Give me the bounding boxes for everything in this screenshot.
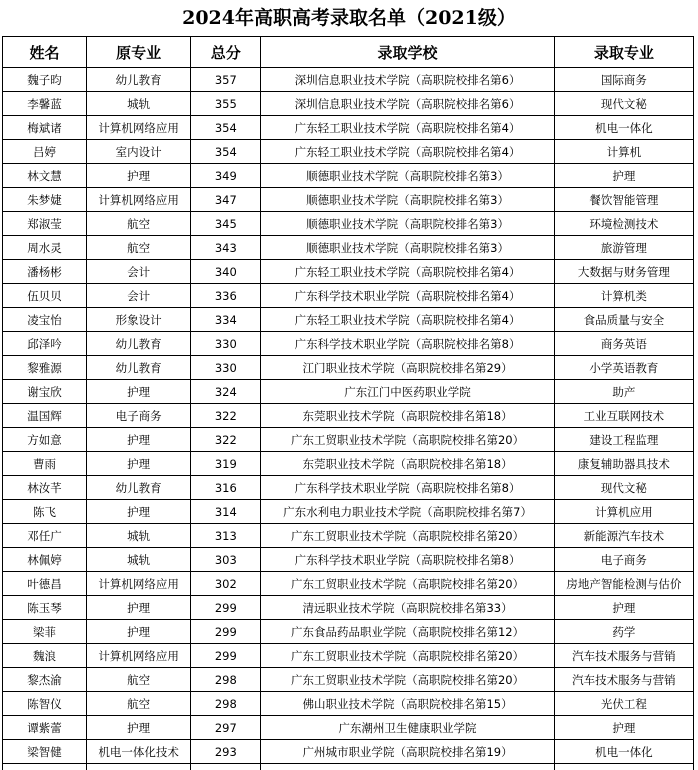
- cell-score: 297: [191, 716, 261, 740]
- page-title: 2024年高职高考录取名单（2021级）: [0, 0, 698, 36]
- cell-score: 349: [191, 164, 261, 188]
- table-row-cutoff: [3, 764, 694, 770]
- cell-name: 郑淑莹: [3, 212, 87, 236]
- cell-admitted-major: 工业互联网技术: [554, 404, 693, 428]
- table-row: [3, 644, 694, 668]
- cell-school: 清远职业技术学院（高职院校排名第33）: [261, 596, 554, 620]
- cell-score: 319: [191, 452, 261, 476]
- table-row: [3, 620, 694, 644]
- cell-name: 叶德昌: [3, 572, 87, 596]
- cell-score: 355: [191, 92, 261, 116]
- cell-school: 顺德职业技术学院（高职院校排名第3）: [261, 236, 554, 260]
- cell-original-major: 护理: [87, 716, 191, 740]
- cell-score: 293: [191, 740, 261, 764]
- cell-original-major: 航空: [87, 236, 191, 260]
- cell-empty: [3, 764, 87, 770]
- cell-name: 曹雨: [3, 452, 87, 476]
- cell-name: 魏子昀: [3, 68, 87, 92]
- cell-score: 330: [191, 332, 261, 356]
- cell-score: 330: [191, 356, 261, 380]
- cell-name: 魏浪: [3, 644, 87, 668]
- cell-name: 邓任广: [3, 524, 87, 548]
- cell-original-major: 机电一体化技术: [87, 740, 191, 764]
- cell-original-major: 室内设计: [87, 140, 191, 164]
- cell-original-major: 幼儿教育: [87, 476, 191, 500]
- table-row: [3, 476, 694, 500]
- table-row: [3, 740, 694, 764]
- cell-school: 江门职业技术学院（高职院校排名第29）: [261, 356, 554, 380]
- table-row: [3, 236, 694, 260]
- table-row: [3, 452, 694, 476]
- table-row: [3, 692, 694, 716]
- cell-name: 谢宝欣: [3, 380, 87, 404]
- cell-school: 广东轻工职业技术学院（高职院校排名第4）: [261, 308, 554, 332]
- cell-school: 深圳信息职业技术学院（高职院校排名第6）: [261, 68, 554, 92]
- cell-name: 梁菲: [3, 620, 87, 644]
- cell-admitted-major: 护理: [554, 716, 693, 740]
- cell-name: 陈玉琴: [3, 596, 87, 620]
- cell-school: 广东轻工职业技术学院（高职院校排名第4）: [261, 116, 554, 140]
- cell-school: 广东科学技术职业学院（高职院校排名第4）: [261, 284, 554, 308]
- cell-admitted-major: 商务英语: [554, 332, 693, 356]
- cell-admitted-major: 旅游管理: [554, 236, 693, 260]
- cell-admitted-major: 汽车技术服务与营销: [554, 644, 693, 668]
- table-row: [3, 572, 694, 596]
- table-row: [3, 596, 694, 620]
- cell-admitted-major: 电子商务: [554, 548, 693, 572]
- cell-school: 顺德职业技术学院（高职院校排名第3）: [261, 188, 554, 212]
- cell-score: 322: [191, 404, 261, 428]
- admission-table: [2, 36, 694, 770]
- cell-school: 东莞职业技术学院（高职院校排名第18）: [261, 452, 554, 476]
- cell-school: 广东食品药品职业学院（高职院校排名第12）: [261, 620, 554, 644]
- cell-school: 广东潮州卫生健康职业学院: [261, 716, 554, 740]
- cell-name: 陈飞: [3, 500, 87, 524]
- cell-original-major: 城轨: [87, 524, 191, 548]
- table-row: [3, 68, 694, 92]
- cell-original-major: 计算机网络应用: [87, 188, 191, 212]
- cell-original-major: 航空: [87, 692, 191, 716]
- cell-original-major: 航空: [87, 668, 191, 692]
- cell-original-major: 计算机网络应用: [87, 572, 191, 596]
- table-row: [3, 524, 694, 548]
- cell-admitted-major: 机电一体化: [554, 740, 693, 764]
- cell-original-major: 护理: [87, 380, 191, 404]
- cell-score: 299: [191, 620, 261, 644]
- cell-original-major: 护理: [87, 452, 191, 476]
- cell-admitted-major: 计算机: [554, 140, 693, 164]
- cell-original-major: 幼儿教育: [87, 68, 191, 92]
- table-row: [3, 140, 694, 164]
- header-score: 总分: [191, 37, 261, 68]
- cell-name: 伍贝贝: [3, 284, 87, 308]
- cell-admitted-major: 现代文秘: [554, 92, 693, 116]
- table-row: [3, 356, 694, 380]
- cell-school: 广东科学技术职业学院（高职院校排名第8）: [261, 332, 554, 356]
- cell-admitted-major: 现代文秘: [554, 476, 693, 500]
- cell-original-major: 计算机网络应用: [87, 644, 191, 668]
- cell-score: 298: [191, 668, 261, 692]
- cell-admitted-major: 餐饮智能管理: [554, 188, 693, 212]
- table-row: [3, 428, 694, 452]
- cell-admitted-major: 小学英语教育: [554, 356, 693, 380]
- cell-admitted-major: 药学: [554, 620, 693, 644]
- cell-admitted-major: 机电一体化: [554, 116, 693, 140]
- cell-original-major: 幼儿教育: [87, 356, 191, 380]
- table-body: [3, 68, 694, 770]
- cell-school: 广东工贸职业技术学院（高职院校排名第20）: [261, 668, 554, 692]
- cell-original-major: 护理: [87, 500, 191, 524]
- table-row: [3, 92, 694, 116]
- cell-school: 广东水利电力职业技术学院（高职院校排名第7）: [261, 500, 554, 524]
- cell-name: 周水灵: [3, 236, 87, 260]
- cell-school: 广东工贸职业技术学院（高职院校排名第20）: [261, 428, 554, 452]
- table-row: [3, 716, 694, 740]
- cell-original-major: 护理: [87, 620, 191, 644]
- cell-score: 299: [191, 644, 261, 668]
- cell-name: 温国辉: [3, 404, 87, 428]
- cell-admitted-major: 食品质量与安全: [554, 308, 693, 332]
- cell-score: 354: [191, 140, 261, 164]
- header-row: [3, 37, 694, 68]
- cell-admitted-major: 光伏工程: [554, 692, 693, 716]
- cell-score: 302: [191, 572, 261, 596]
- cell-admitted-major: 建设工程监理: [554, 428, 693, 452]
- cell-original-major: 护理: [87, 596, 191, 620]
- header-original-major: 原专业: [87, 37, 191, 68]
- cell-admitted-major: 护理: [554, 164, 693, 188]
- cell-name: 朱梦婕: [3, 188, 87, 212]
- cell-admitted-major: 汽车技术服务与营销: [554, 668, 693, 692]
- cell-score: 299: [191, 596, 261, 620]
- cell-admitted-major: 大数据与财务管理: [554, 260, 693, 284]
- cell-name: 方如意: [3, 428, 87, 452]
- table-row: [3, 260, 694, 284]
- cell-name: 潘杨彬: [3, 260, 87, 284]
- header-name: 姓名: [3, 37, 87, 68]
- cell-admitted-major: 房地产智能检测与估价: [554, 572, 693, 596]
- cell-name: 李馨蓝: [3, 92, 87, 116]
- cell-score: 303: [191, 548, 261, 572]
- cell-original-major: 电子商务: [87, 404, 191, 428]
- cell-score: 347: [191, 188, 261, 212]
- table-row: [3, 332, 694, 356]
- cell-score: 343: [191, 236, 261, 260]
- cell-school: 顺德职业技术学院（高职院校排名第3）: [261, 212, 554, 236]
- cell-original-major: 形象设计: [87, 308, 191, 332]
- cell-school: 广东江门中医药职业学院: [261, 380, 554, 404]
- cell-name: 吕婷: [3, 140, 87, 164]
- cell-admitted-major: 计算机应用: [554, 500, 693, 524]
- table-row: [3, 500, 694, 524]
- cell-school: 广东工贸职业技术学院（高职院校排名第20）: [261, 644, 554, 668]
- cell-name: 梅斌诸: [3, 116, 87, 140]
- cell-original-major: 护理: [87, 428, 191, 452]
- cell-school: 顺德职业技术学院（高职院校排名第3）: [261, 164, 554, 188]
- table-row: [3, 188, 694, 212]
- cell-admitted-major: 康复辅助器具技术: [554, 452, 693, 476]
- table-row: [3, 308, 694, 332]
- cell-name: 黎杰渝: [3, 668, 87, 692]
- cell-score: 316: [191, 476, 261, 500]
- cell-school: 广东科学技术职业学院（高职院校排名第8）: [261, 476, 554, 500]
- cell-school: 佛山职业技术学院（高职院校排名第15）: [261, 692, 554, 716]
- cell-admitted-major: 助产: [554, 380, 693, 404]
- table-row: [3, 404, 694, 428]
- table-row: [3, 164, 694, 188]
- cell-admitted-major: 国际商务: [554, 68, 693, 92]
- cell-original-major: 城轨: [87, 548, 191, 572]
- cell-score: 354: [191, 116, 261, 140]
- cell-school: 广东轻工职业技术学院（高职院校排名第4）: [261, 140, 554, 164]
- cell-score: 340: [191, 260, 261, 284]
- cell-original-major: 会计: [87, 260, 191, 284]
- cell-empty: [554, 764, 693, 770]
- cell-name: 林文慧: [3, 164, 87, 188]
- cell-empty: [191, 764, 261, 770]
- cell-name: 黎雅源: [3, 356, 87, 380]
- cell-school: 东莞职业技术学院（高职院校排名第18）: [261, 404, 554, 428]
- cell-school: 广东轻工职业技术学院（高职院校排名第4）: [261, 260, 554, 284]
- cell-original-major: 航空: [87, 212, 191, 236]
- cell-name: 林汝芊: [3, 476, 87, 500]
- cell-original-major: 城轨: [87, 92, 191, 116]
- cell-score: 313: [191, 524, 261, 548]
- cell-admitted-major: 计算机类: [554, 284, 693, 308]
- cell-empty: [261, 764, 554, 770]
- cell-score: 345: [191, 212, 261, 236]
- table-row: [3, 284, 694, 308]
- cell-name: 邱泽吟: [3, 332, 87, 356]
- cell-score: 322: [191, 428, 261, 452]
- cell-name: 陈智仪: [3, 692, 87, 716]
- cell-score: 357: [191, 68, 261, 92]
- table-row: [3, 380, 694, 404]
- cell-admitted-major: 护理: [554, 596, 693, 620]
- header-admitted-major: 录取专业: [554, 37, 693, 68]
- cell-name: 谭紫蕾: [3, 716, 87, 740]
- cell-school: 广东科学技术职业学院（高职院校排名第8）: [261, 548, 554, 572]
- cell-admitted-major: 环境检测技术: [554, 212, 693, 236]
- table-row: [3, 116, 694, 140]
- cell-school: 深圳信息职业技术学院（高职院校排名第6）: [261, 92, 554, 116]
- cell-name: 梁智健: [3, 740, 87, 764]
- cell-empty: [87, 764, 191, 770]
- table-row: [3, 212, 694, 236]
- header-school: 录取学校: [261, 37, 554, 68]
- cell-original-major: 会计: [87, 284, 191, 308]
- cell-original-major: 计算机网络应用: [87, 116, 191, 140]
- cell-score: 324: [191, 380, 261, 404]
- table-row: [3, 668, 694, 692]
- cell-school: 广东工贸职业技术学院（高职院校排名第20）: [261, 572, 554, 596]
- cell-school: 广州城市职业学院（高职院校排名第19）: [261, 740, 554, 764]
- cell-score: 314: [191, 500, 261, 524]
- cell-score: 334: [191, 308, 261, 332]
- cell-name: 凌宝怡: [3, 308, 87, 332]
- cell-admitted-major: 新能源汽车技术: [554, 524, 693, 548]
- cell-original-major: 幼儿教育: [87, 332, 191, 356]
- cell-original-major: 护理: [87, 164, 191, 188]
- cell-score: 298: [191, 692, 261, 716]
- cell-school: 广东工贸职业技术学院（高职院校排名第20）: [261, 524, 554, 548]
- cell-score: 336: [191, 284, 261, 308]
- cell-name: 林佩婷: [3, 548, 87, 572]
- table-row: [3, 548, 694, 572]
